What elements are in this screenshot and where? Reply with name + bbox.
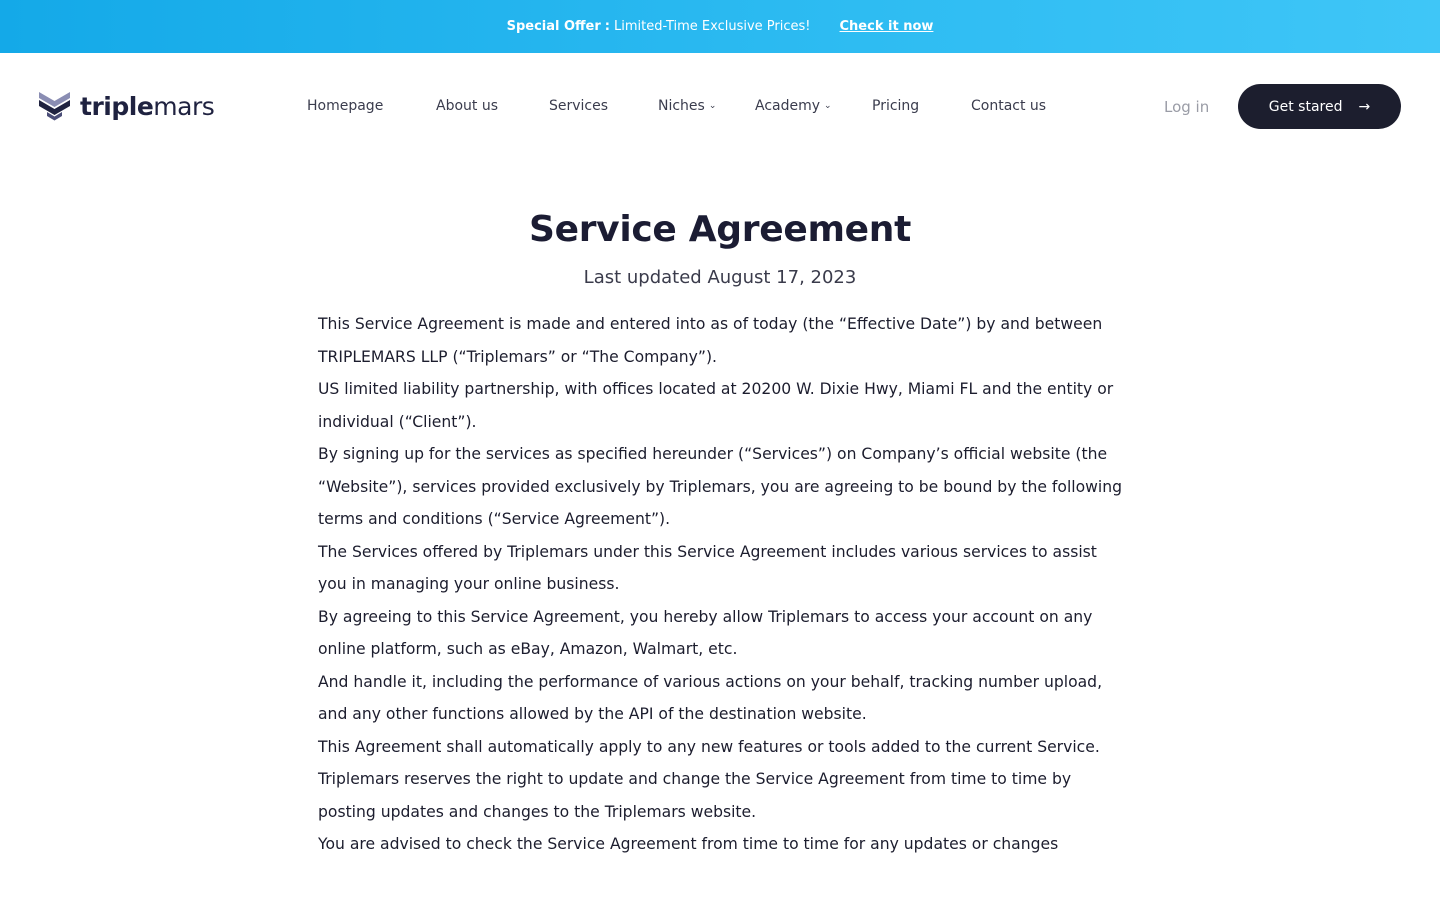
nav-niches-label: Niches: [658, 98, 705, 114]
nav-about-us[interactable]: About us: [436, 98, 499, 114]
chevrons-down-icon: [38, 91, 71, 121]
agreement-paragraph: Triplemars reserves the right to update and change the Service Agreement from time to time by posting updates and changes to the Triplemars website.: [318, 770, 1072, 821]
nav-academy[interactable]: [755, 98, 832, 114]
promo-label: Special Offer: [506, 19, 601, 34]
agreement-paragraph: This Agreement shall automatically apply to any new features or tools added to the current Service.: [318, 737, 1100, 756]
brand-name-bold: triple: [80, 91, 154, 121]
promo-banner: [0, 0, 1440, 53]
agreement-body: [318, 308, 1128, 861]
promo-link[interactable]: Check it now: [839, 19, 934, 34]
nav-pricing[interactable]: Pricing: [872, 98, 920, 114]
chevron-down-icon: ⌄: [824, 101, 832, 111]
agreement-paragraph: This Service Agreement is made and entered into as of today (the “Effective Date”) by and between TRIPLEMARS LLP (“Triplemars” or “The Company”).: [318, 315, 1103, 366]
page-title: Service Agreement: [528, 209, 912, 250]
nav-homepage[interactable]: Homepage: [307, 98, 384, 114]
agreement-paragraph: US limited liability partnership, with offices located at 20200 W. Dixie Hwy, Miami FL and the entity or individual (“Client”).: [318, 380, 1114, 431]
brand-name: [80, 91, 215, 121]
navbar: [0, 53, 1440, 159]
nav-services[interactable]: Services: [549, 98, 609, 114]
nav-contact-us[interactable]: Contact us: [971, 98, 1047, 114]
agreement-paragraph: And handle it, including the performance of various actions on your behalf, tracking number upload, and any other functions allowed by the API of the destination website.: [318, 672, 1103, 723]
nav-academy-label: Academy: [755, 98, 821, 114]
nav-niches[interactable]: [658, 98, 716, 114]
arrow-right-icon: →: [1358, 98, 1371, 115]
login-link[interactable]: Log in: [1164, 98, 1210, 116]
last-updated: Last updated August 17, 2023: [583, 267, 857, 288]
chevron-down-icon: ⌄: [708, 101, 717, 111]
brand-logo[interactable]: [38, 91, 214, 121]
agreement-paragraph: By agreeing to this Service Agreement, you hereby allow Triplemars to access your account on any online platform, such as eBay, Amazon, Walmart, etc.: [318, 607, 1093, 658]
get-started-button[interactable]: [1238, 84, 1401, 129]
brand-name-light: mars: [153, 91, 215, 121]
promo-text: Limited-Time Exclusive Prices!: [614, 19, 811, 34]
agreement-paragraph: By signing up for the services as specified hereunder (“Services”) on Company’s official website (the “Website”), services provided exclusively by Triplemars, you are agreeing to be bound by the following terms and conditions (“Service Agreement”).: [318, 445, 1123, 528]
agreement-paragraph: The Services offered by Triplemars under this Service Agreement includes various services to assist you in managing your online business.: [318, 542, 1097, 593]
agreement-paragraph: You are advised to check the Service Agreement from time to time for any updates or changes: [318, 835, 1059, 853]
promo-separator: :: [604, 19, 610, 34]
get-started-label: Get stared: [1268, 98, 1343, 115]
